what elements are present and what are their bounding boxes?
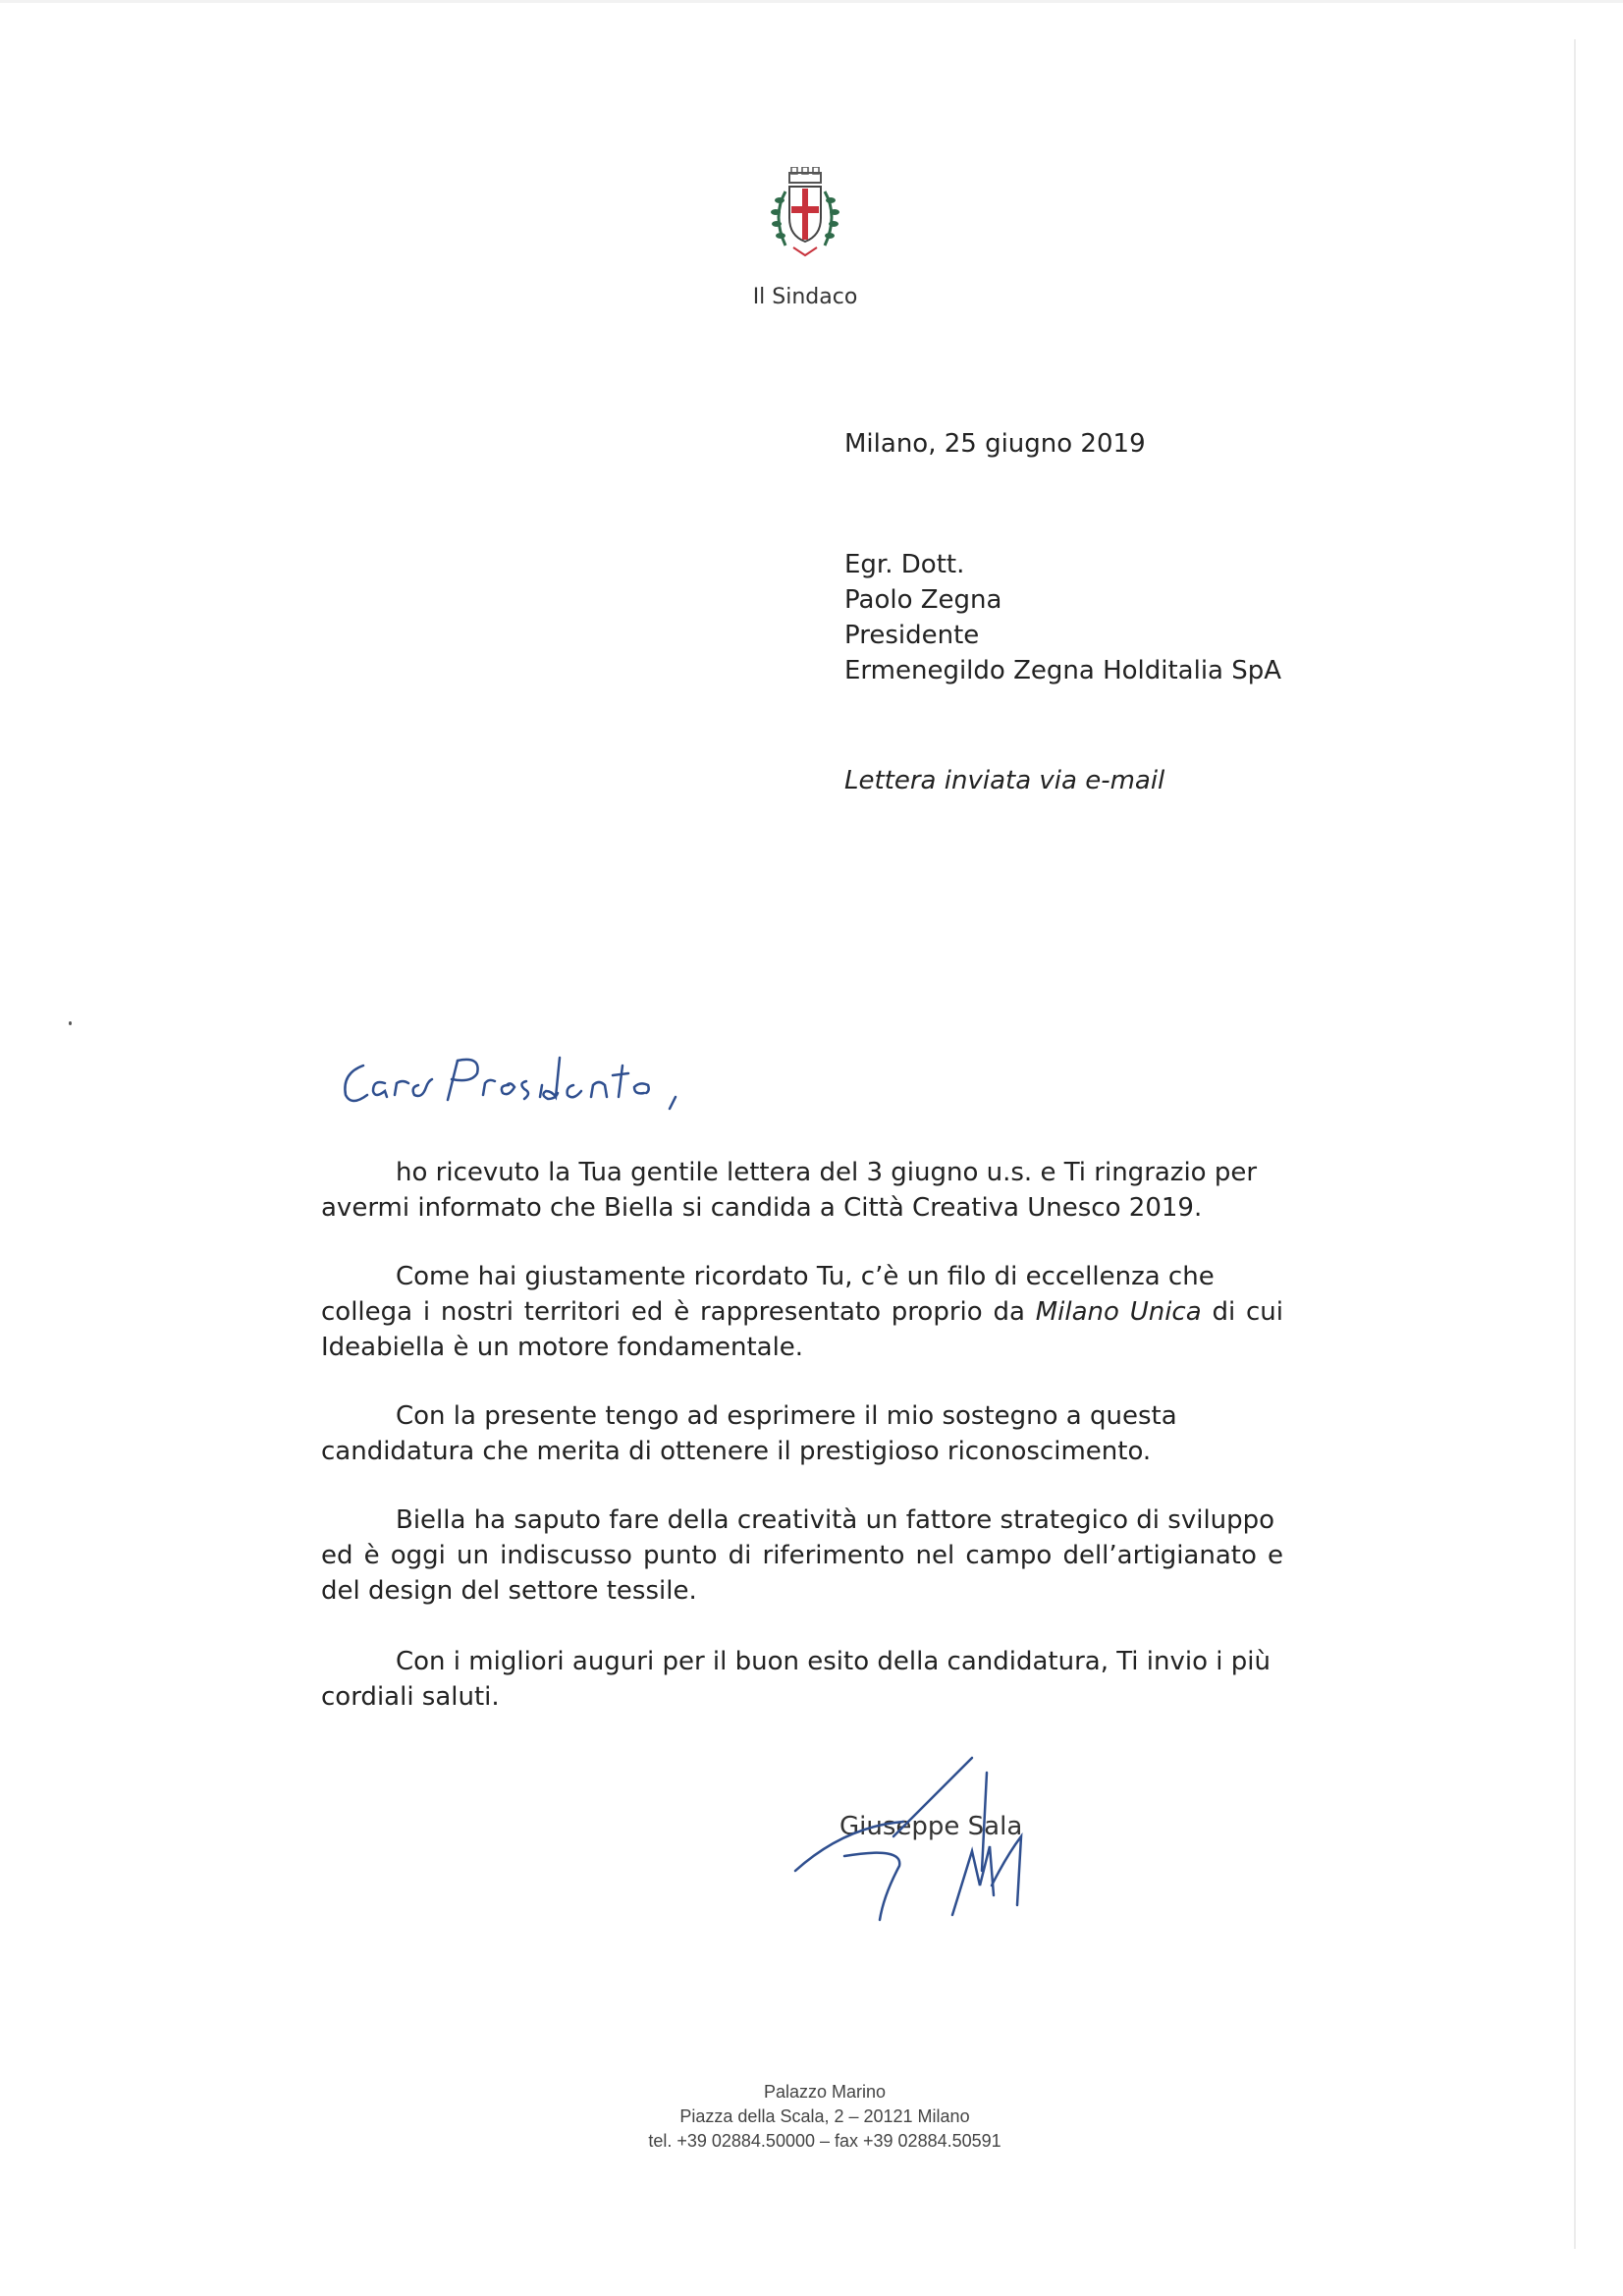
signer-name: Giuseppe Sala (839, 1812, 1023, 1841)
paragraph-2-line-2: collega i nostri territori ed è rappresentato proprio da (321, 1297, 1025, 1327)
paragraph-3-line-1: Con la presente tengo ad esprimere il mio sostegno a questa (396, 1401, 1177, 1431)
office-title: Il Sindaco (752, 285, 858, 309)
paragraph-5 (321, 1644, 1283, 1715)
addressee-block (844, 547, 1281, 688)
paragraph-3-line-2: candidatura che merita di ottenere il prestigioso riconoscimento. (321, 1437, 1152, 1466)
letterhead (746, 167, 864, 309)
paragraph-1-line-1: ho ricevuto la Tua gentile lettera del 3 giugno u.s. e Ti ringrazio per (396, 1158, 1258, 1187)
paragraph-1 (321, 1155, 1283, 1226)
paragraph-4-line-2: ed è oggi un indiscusso punto di riferimento nel campo dell’artigianato e del (321, 1541, 1283, 1606)
footer-phone-fax: tel. +39 02884.50000 – fax +39 02884.50591 (648, 2131, 1001, 2151)
footer-street: Piazza della Scala, 2 – 20121 Milano (679, 2106, 970, 2126)
addressee-role: Presidente (844, 621, 980, 650)
paragraph-2-line-2-end: di cui (1212, 1297, 1284, 1327)
delivery-note: Lettera inviata via e-mail (844, 766, 1165, 795)
paragraph-4-line-3: design del settore tessile. (368, 1576, 697, 1606)
handwritten-salutation (334, 1046, 707, 1115)
footer-address (550, 2080, 1100, 2154)
milano-unica-name: Milano Unica (1035, 1297, 1202, 1327)
addressee-name: Paolo Zegna (844, 585, 1002, 615)
footer-building: Palazzo Marino (763, 2082, 887, 2102)
paragraph-2 (321, 1259, 1283, 1365)
paragraph-5-line-2: cordiali saluti. (321, 1682, 500, 1712)
comune-di-milano-coat-of-arms-icon (766, 167, 844, 265)
paragraph-5-line-1: Con i migliori auguri per il buon esito della candidatura, Ti invio i più (396, 1647, 1271, 1676)
addressee-company: Ermenegildo Zegna Holditalia SpA (844, 656, 1282, 685)
paragraph-2-line-1: Come hai giustamente ricordato Tu, c’è un filo di eccellenza che (396, 1262, 1215, 1291)
scan-speck (69, 1021, 72, 1025)
paragraph-4-line-1: Biella ha saputo fare della creatività un fattore strategico di sviluppo (396, 1505, 1275, 1535)
handwritten-signature (785, 1748, 1041, 1964)
paragraph-3 (321, 1398, 1283, 1469)
paragraph-2-line-3: Ideabiella è un motore fondamentale. (321, 1333, 804, 1362)
paragraph-1-line-2: avermi informato che Biella si candida a Città Creativa Unesco 2019. (321, 1193, 1203, 1223)
scan-border-right (1574, 39, 1576, 2249)
addressee-honorific: Egr. Dott. (844, 550, 965, 579)
paragraph-4 (321, 1503, 1283, 1609)
scan-border-top (0, 0, 1623, 3)
letter-date: Milano, 25 giugno 2019 (844, 429, 1146, 459)
